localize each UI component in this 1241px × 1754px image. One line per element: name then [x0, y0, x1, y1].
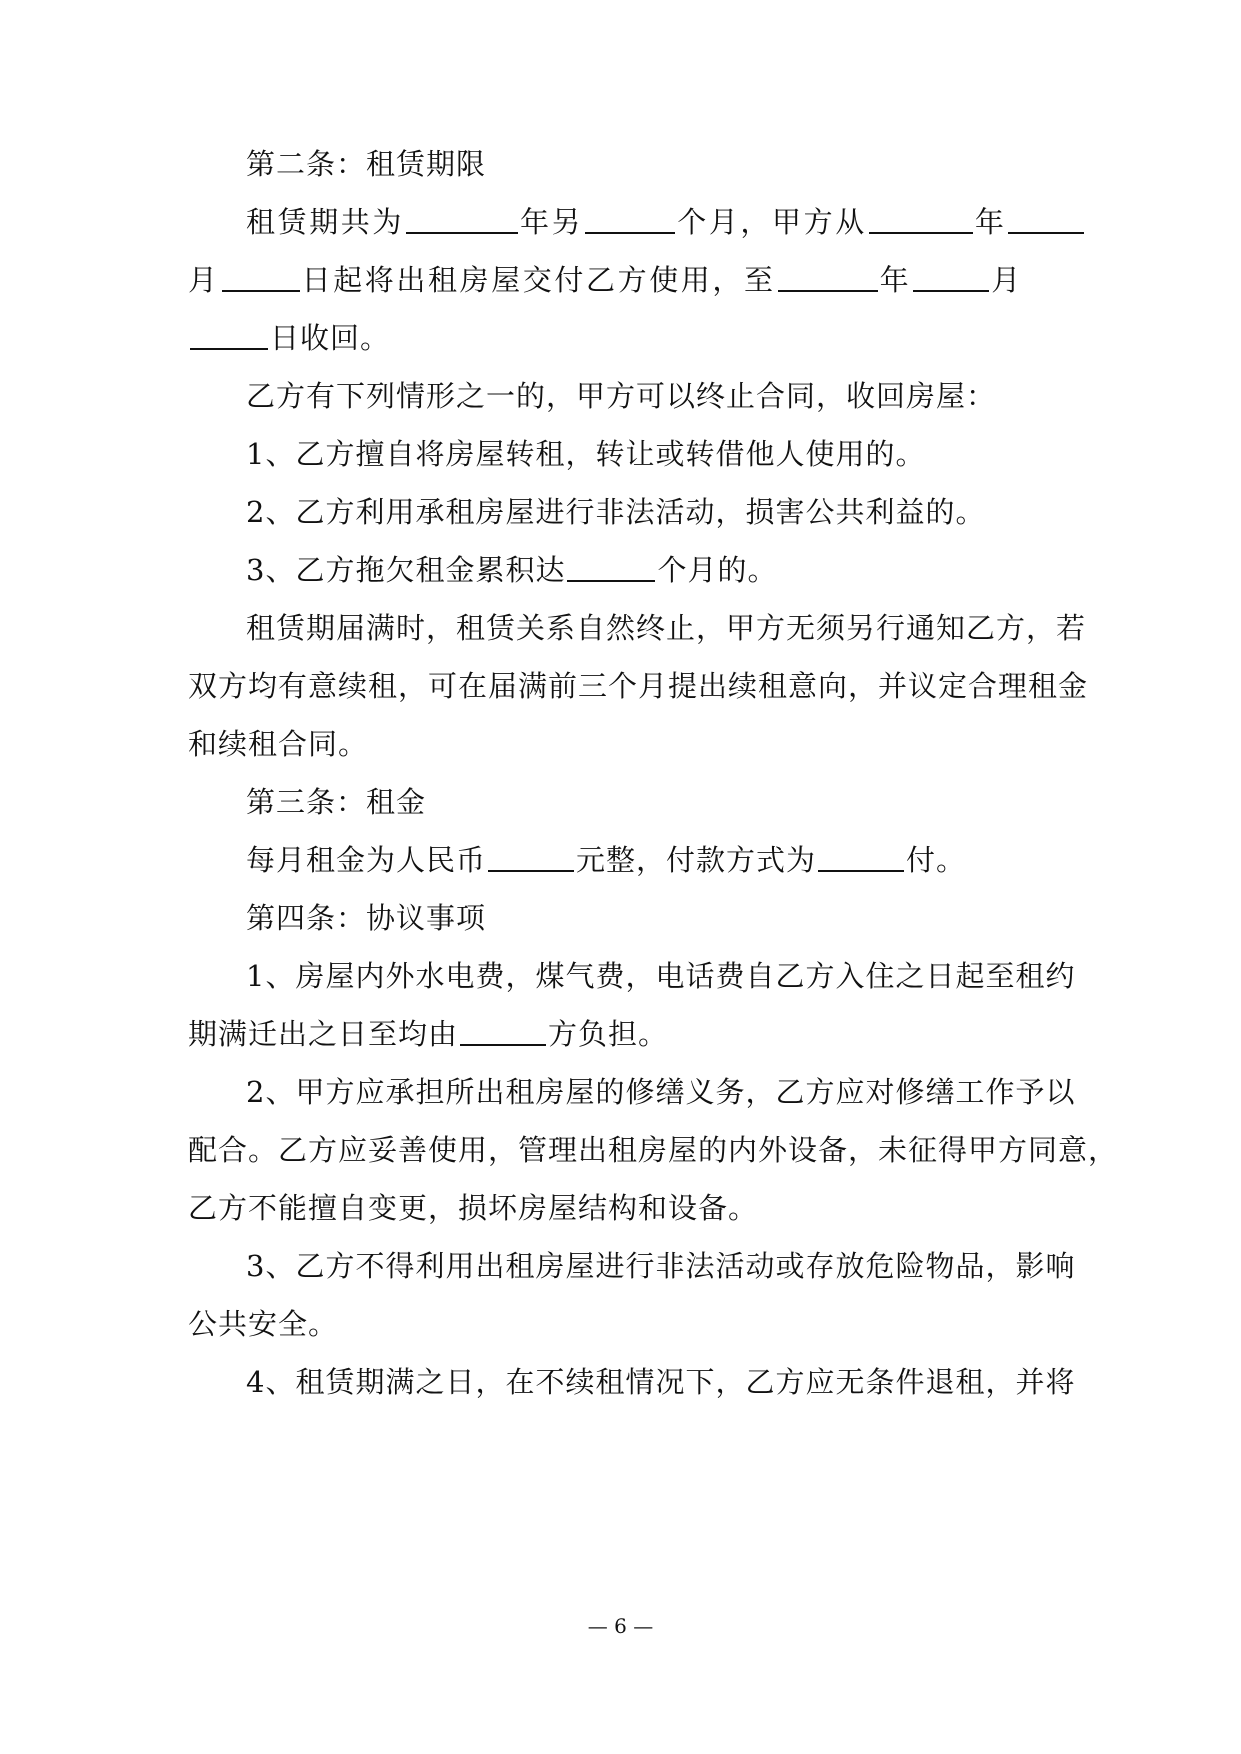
text: 付。	[906, 843, 967, 877]
lease-term-line-3	[0, 316, 1241, 360]
text: 3、乙方拖欠租金累积达	[246, 553, 566, 587]
expiry-paragraph-line-2: 双方均有意续租，可在届满前三个月提出续租意向，并议定合理租金	[188, 669, 1089, 703]
blank-field[interactable]	[222, 260, 300, 292]
text: 月	[188, 263, 220, 297]
text: 方负担。	[548, 1017, 669, 1051]
article2-heading: 第二条：租赁期限	[246, 147, 487, 181]
blank-field[interactable]	[488, 840, 574, 872]
page-number: — 6 —	[587, 1614, 654, 1638]
text: 月	[991, 263, 1023, 297]
blank-field[interactable]	[869, 202, 973, 234]
text: 日收回。	[270, 321, 391, 355]
agreement-item-1-line-2	[0, 1012, 1241, 1056]
blank-field[interactable]	[406, 202, 518, 234]
termination-item-3	[0, 548, 1241, 592]
expiry-paragraph-line-1: 租赁期届满时，租赁关系自然终止，甲方无须另行通知乙方，若	[246, 611, 1087, 645]
lease-term-line-1	[0, 200, 1241, 244]
blank-field[interactable]	[778, 260, 878, 292]
lease-term-line-2	[0, 258, 1241, 302]
expiry-paragraph-line-3: 和续租合同。	[188, 727, 369, 761]
termination-item-2: 2、乙方利用承租房屋进行非法活动，损害公共利益的。	[246, 495, 986, 529]
text: 年另	[520, 205, 584, 239]
agreement-item-2-line-1: 2、甲方应承担所出租房屋的修缮义务，乙方应对修缮工作予以	[246, 1075, 1076, 1109]
text: 年	[879, 263, 912, 297]
agreement-item-1-line-1: 1、房屋内外水电费，煤气费，电话费自乙方入住之日起至租约	[246, 959, 1076, 993]
agreement-item-3-line-1: 3、乙方不得利用出租房屋进行非法活动或存放危险物品，影响	[246, 1249, 1076, 1283]
text: 日起将出租房屋交付乙方使用，至	[301, 263, 776, 297]
article3-heading: 第三条：租金	[246, 785, 427, 819]
blank-field[interactable]	[460, 1014, 546, 1046]
agreement-item-3-line-2: 公共安全。	[188, 1307, 339, 1341]
blank-field[interactable]	[567, 550, 655, 582]
text: 期满迁出之日至均由	[188, 1017, 459, 1051]
agreement-item-2-line-3: 乙方不能擅自变更，损坏房屋结构和设备。	[188, 1191, 759, 1225]
text: 租赁期共为	[246, 205, 405, 239]
rent-line	[0, 838, 1241, 882]
blank-field[interactable]	[190, 318, 268, 350]
text: 每月租金为人民币	[246, 843, 487, 877]
agreement-item-2-line-2: 配合。乙方应妥善使用，管理出租房屋的内外设备，未征得甲方同意，	[188, 1133, 1119, 1167]
termination-item-1: 1、乙方擅自将房屋转租，转让或转借他人使用的。	[246, 437, 926, 471]
blank-field[interactable]	[1008, 202, 1084, 234]
blank-field[interactable]	[913, 260, 989, 292]
text: 个月的。	[657, 553, 778, 587]
agreement-item-4-line-1: 4、租赁期满之日，在不续租情况下，乙方应无条件退租，并将	[246, 1365, 1076, 1399]
termination-intro: 乙方有下列情形之一的，甲方可以终止合同，收回房屋：	[246, 379, 997, 413]
text: 个月，甲方从	[677, 205, 867, 239]
text: 年	[974, 205, 1007, 239]
text: 元整，付款方式为	[576, 843, 817, 877]
blank-field[interactable]	[585, 202, 675, 234]
blank-field[interactable]	[818, 840, 904, 872]
article4-heading: 第四条：协议事项	[246, 901, 487, 935]
